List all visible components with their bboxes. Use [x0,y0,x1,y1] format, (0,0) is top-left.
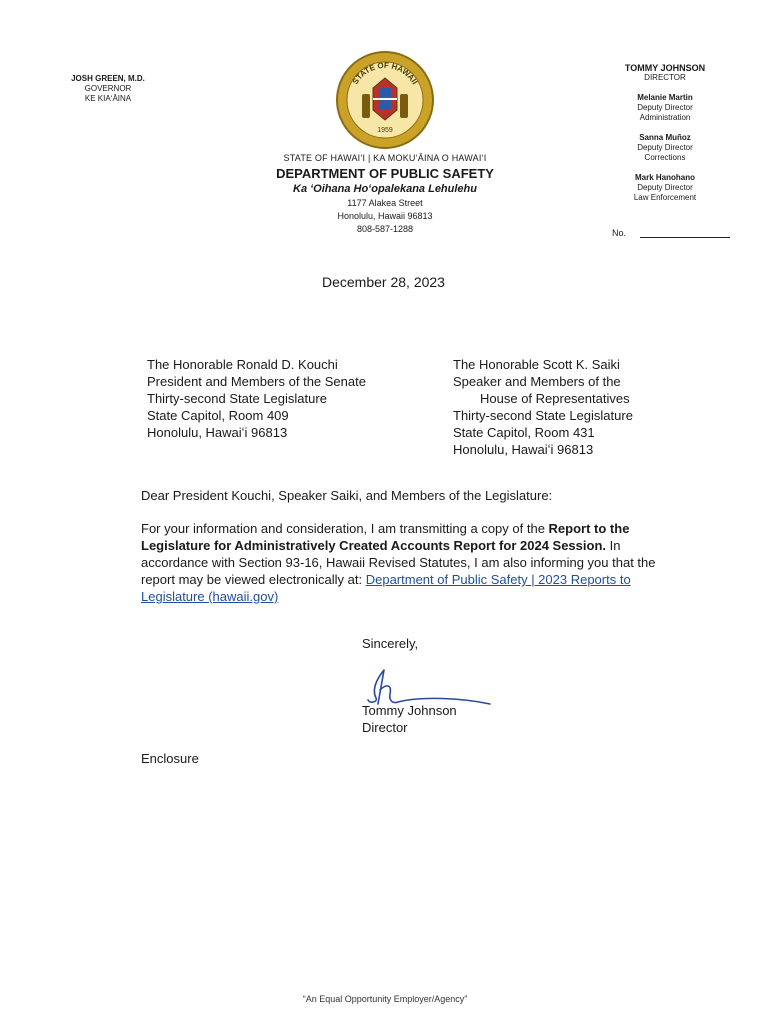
address-line: Thirty-second State Legislature [453,408,633,423]
phone-number: 808-587-1288 [356,224,414,234]
address-line: Speaker and Members of the [453,374,621,389]
deputy-name: Mark Hanohano [634,173,695,182]
reference-number-line [640,237,730,238]
address-line: State Capitol, Room 409 [147,408,289,423]
salutation: Dear President Kouchi, Speaker Saiki, and Members of the Legislature: [141,488,553,503]
recipient-house [453,356,693,458]
deputy-law-enforcement [600,173,730,203]
department-name: DEPARTMENT OF PUBLIC SAFETY [276,166,494,181]
letter-date: December 28, 2023 [322,274,445,290]
deputy-administration [600,93,730,123]
address-line: The Honorable Scott K. Saiki [453,357,620,372]
director-name: TOMMY JOHNSON [624,63,706,73]
deputy-corrections [600,133,730,163]
seal-year: 1959 [377,127,393,134]
signer-title: Director [362,720,408,735]
director-title: DIRECTOR [644,73,686,82]
enclosure-note: Enclosure [141,751,199,766]
deputy-title: Deputy Director [637,143,693,152]
signer-name: Tommy Johnson [362,703,457,718]
address-line: State Capitol, Room 431 [453,425,595,440]
recipient-senate [147,356,427,441]
state-seal-icon [335,50,435,150]
closing: Sincerely, [362,636,419,651]
deputy-name: Melanie Martin [637,93,693,102]
governor-name: JOSH GREEN, M.D. [71,74,145,83]
body-intro: For your information and consideration, I am transmitting a copy of the [141,521,549,536]
seal-text: STATE OF HAWAII [350,60,420,87]
body-rest: In accordance with Section 93-16, Hawaii Revised Statutes, I am also informing you that the report may be viewed electronically at: [141,538,656,587]
governor-title: GOVERNOR [84,84,132,93]
reference-number [612,228,730,238]
address-line: House of Representatives [480,391,630,406]
address-line: Honolulu, Hawaiʻi 96813 [453,442,594,457]
street-address: 1177 Alakea Street [347,198,423,208]
footer-text: “An Equal Opportunity Employer/Agency” [302,994,468,1004]
deputy-division: Administration [639,113,691,122]
officials-block [600,63,730,203]
department-name-hawaiian: Ka ʻOihana Hoʻopalekana Lehulehu [293,183,477,195]
deputy-title: Deputy Director [637,183,693,192]
governor-block [62,74,154,104]
deputy-division: Law Enforcement [633,193,697,202]
address-line: Honolulu, Hawaiʻi 96813 [147,425,288,440]
state-line: STATE OF HAWAIʻI | KA MOKUʻĀINA O HAWAIʻI [283,153,487,163]
deputy-name: Sanna Muñoz [639,133,691,142]
city-address: Honolulu, Hawaii 96813 [337,211,433,221]
deputy-division: Corrections [644,153,686,162]
deputy-title: Deputy Director [637,103,693,112]
signer-block [362,702,457,736]
address-line: President and Members of the Senate [147,374,366,389]
reports-link[interactable]: Department of Public Safety | 2023 Reports to Legislature (hawaii.gov) [141,572,631,604]
address-line: The Honorable Ronald D. Kouchi [147,357,338,372]
report-title: Report to the Legislature for Administratively Created Accounts Report for 2024 Session. [141,521,630,553]
body-paragraph [141,520,671,605]
governor-title-hawaiian: KE KIAʻĀINA [84,94,132,103]
reference-number-label: No. [612,228,627,238]
department-header [235,153,535,236]
address-line: Thirty-second State Legislature [147,391,327,406]
